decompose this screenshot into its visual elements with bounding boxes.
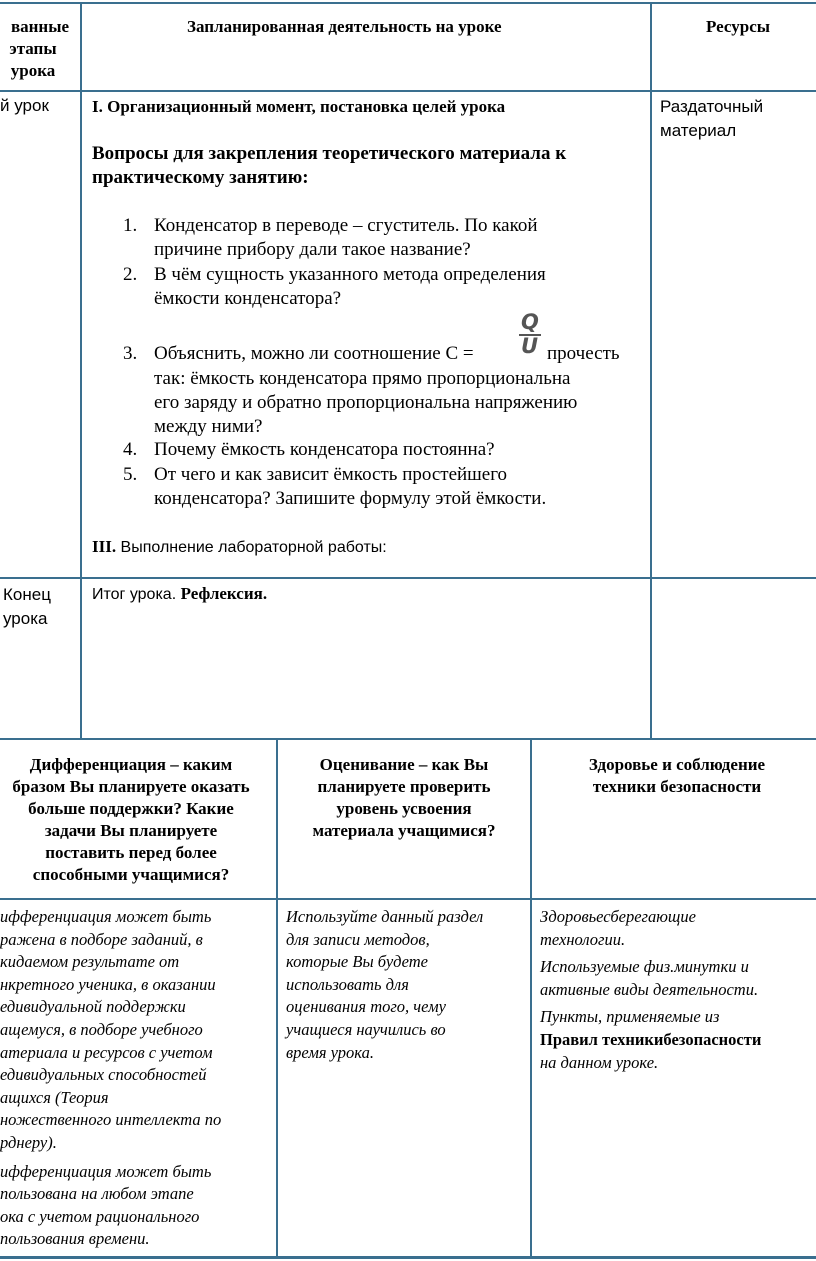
assess-line: учащиеся научились во [286,1019,446,1039]
q3-text-line1a: Объяснить, можно ли соотношение С = [154,343,474,364]
questions-title-line2: практическому занятию: [92,167,309,188]
assess-line: время урока. [286,1042,374,1062]
diff-line: нкретного ученика, в оказании [0,974,216,994]
header-assess-line: Оценивание – как Вы [319,755,489,774]
assessment-text [286,906,483,1064]
header-health-line: техники безопасности [592,777,762,796]
assess-line: оценивания того, чему [286,997,446,1017]
q3-text-line4: между ними? [154,416,263,437]
header-assess-line: материала учащимися? [312,821,496,840]
header-assess-line: планируете проверить [317,777,491,796]
diff-line: едивидуальной поддержки [0,997,186,1017]
header-assess-line: уровень усвоения [336,799,472,818]
health-p3 [540,1006,761,1074]
questions-title-line1: Вопросы для закрепления теоретического материала к [92,143,567,164]
health-line-bold: Правил техникибезопасности [540,1029,762,1049]
q1-text-line2: причине прибору дали такое название? [154,239,471,260]
section3-number: III. [92,537,117,556]
diff-line: ифференциация может быть [0,1161,212,1181]
header-stages-line: этапы [9,39,57,58]
health-line: Здоровьесберегающие [540,907,696,926]
resources-cell [660,95,763,143]
q3-number: 3. [123,343,138,364]
top-table-col-divider-1 [80,2,82,740]
diff-line: ножественного интеллекта по [0,1110,222,1130]
health-p2 [540,956,761,1001]
top-table-row-divider [0,577,816,579]
header-health [532,754,816,798]
header-stages-line: ванные [10,17,70,36]
assess-line: для записи методов, [286,929,430,949]
q4-text-line1: Почему ёмкость конденсатора постоянна? [154,439,495,460]
row1-stage: й урок [0,96,49,115]
header-resources: Ресурсы [706,17,771,36]
section1-title: I. Организационный момент, постановка целей урока [92,97,506,116]
header-diff-line: бразом Вы планируете оказать [12,777,250,796]
bottom-table-header-divider [0,898,816,900]
health-line: активные виды деятельности. [540,979,759,999]
q1-number: 1. [123,215,138,236]
health-text [540,906,761,1074]
diff-line: ащихся (Теория [0,1087,109,1107]
summary-text: Итог урока. [92,586,181,603]
header-activity: Запланированная деятельность на уроке [187,17,502,36]
health-line: Пункты, применяемые из [540,1007,720,1027]
assess-line: Используйте данный раздел [286,907,484,926]
row2-stage-line: урока [3,609,48,628]
q3-text-line3: его заряду и обратно пропорциональна напряжению [154,392,578,413]
bottom-table-col-divider-2 [530,738,532,1258]
diff-line: кидаемом результате от [0,952,180,972]
row2-summary [92,583,267,606]
q4-number: 4. [123,439,138,460]
top-table-border-top [0,2,816,4]
header-diff-line: Дифференциация – каким [29,755,233,774]
q2-text-line2: ёмкости конденсатора? [154,288,342,309]
health-p1 [540,906,761,951]
assess-line: использовать для [286,974,409,994]
diff-line: едивидуальных способностей [0,1065,207,1085]
row2-stage-line: Конец [3,585,51,604]
health-line: Используемые физ.минутки и [540,957,749,977]
health-line: технологии. [540,929,626,949]
q5-number: 5. [123,464,138,485]
assess-line: которые Вы будете [286,952,429,972]
header-diff-line: способными учащимися? [32,865,230,884]
differentiation-text [0,906,221,1251]
diff-line: рднеру). [0,1132,57,1152]
summary-reflection: Рефлексия. [180,584,268,603]
row2-stage [3,583,51,631]
q3-text-line1b: прочесть [547,343,620,364]
diff-line: ражена в подборе заданий, в [0,929,203,949]
formula-numerator: Q [521,310,539,334]
q2-text-line1: В чём сущность указанного метода определения [154,264,546,285]
q2-number: 2. [123,264,138,285]
section3-text: Выполнение лабораторной работы: [116,539,387,556]
top-table-border-bottom [0,738,816,740]
diff-line: атериала и ресурсов с учетом [0,1042,213,1062]
top-table-header-divider [0,90,816,92]
diff-line: ифференциация может быть [0,907,212,926]
q1-text-line1: Конденсатор в переводе – сгуститель. По какой [154,215,538,236]
resources-line: материал [660,121,737,140]
header-diff-line: больше поддержки? Какие [28,799,234,818]
section3 [92,536,387,559]
q5-text-line1: От чего и как зависит ёмкость простейшего [154,464,508,485]
health-line: на данном уроке. [540,1052,659,1072]
bottom-table-border-bottom [0,1256,816,1259]
formula-denominator: U [521,334,539,358]
diff-line: ащемуся, в подборе учебного [0,1019,203,1039]
q5-text-line2: конденсатора? Запишите формулу этой ёмкости. [154,488,547,509]
header-diff-line: задачи Вы планируете [44,821,218,840]
q3-text-line2: так: ёмкость конденсатора прямо пропорциональна [154,368,571,389]
diff-line: пользования времени. [0,1229,150,1249]
header-stages-line: урока [10,61,56,80]
diff-line: ока с учетом рационального [0,1206,200,1226]
header-assessment [278,754,530,842]
diff-line: пользована на любом этапе [0,1184,194,1204]
header-differentiation [0,754,262,886]
header-health-line: Здоровье и соблюдение [588,755,766,774]
resources-line: Раздаточный [660,97,764,116]
top-table-col-divider-2 [650,2,652,740]
header-diff-line: поставить перед более [45,843,217,862]
